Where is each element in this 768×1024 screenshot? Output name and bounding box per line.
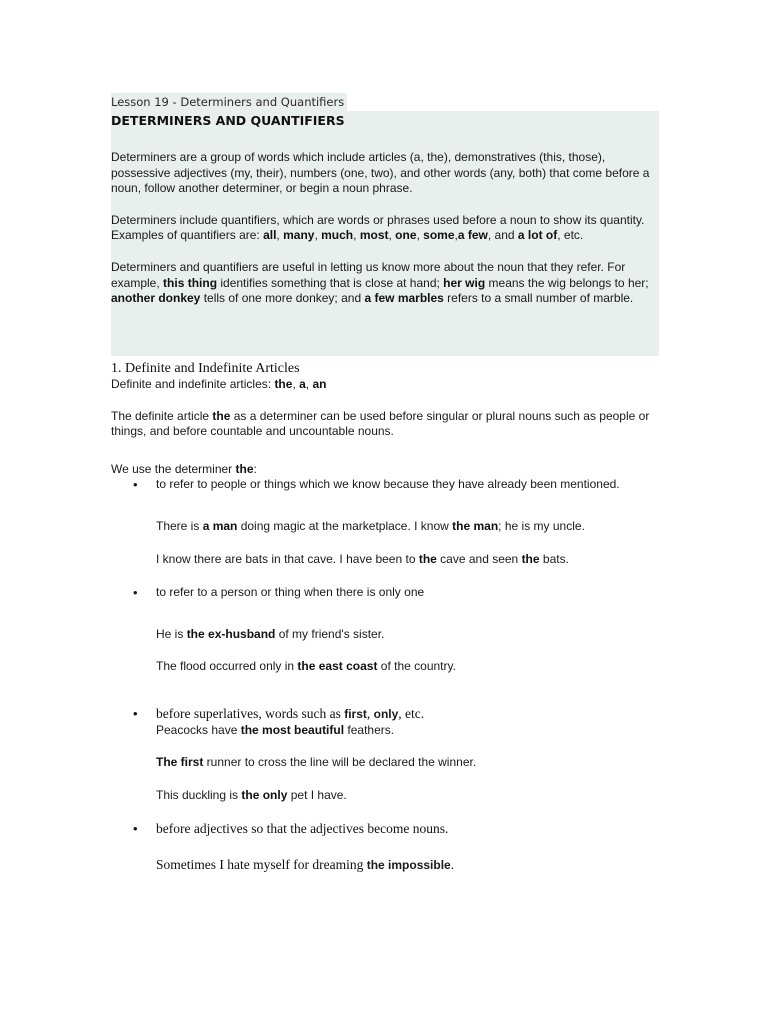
use-the-intro: We use the determiner the:: [111, 461, 257, 476]
definite-article-paragraph: The definite article the as a determiner can be used before singular or plural nouns such as people or things, and before countable and uncountable nouns.: [111, 408, 650, 439]
bullet-icon: •: [133, 585, 138, 601]
intro-paragraph-3: Determiners and quantifiers are useful in letting us know more about the noun that they refer. For example, this thing identifies something that is close at hand; her wig means the wig belongs to her; another donkey tells of one more donkey; and a few marbles refers to a small number of marble.: [111, 259, 649, 306]
list-item: • to refer to a person or thing when there is only one: [133, 585, 425, 601]
document-page: [111, 93, 659, 874]
example-sentence: Sometimes I hate myself for dreaming the impossible.: [156, 857, 455, 873]
section-title: 1. Definite and Indefinite Articles: [111, 361, 300, 376]
example-sentence: I know there are bats in that cave. I have been to the cave and seen the bats.: [156, 551, 569, 566]
list-item: • before superlatives, words such as first, only, etc.: [133, 705, 425, 721]
example-sentence: He is the ex-husband of my friend's sister.: [156, 626, 385, 641]
list-item: • to refer to people or things which we know because they have already been mentioned.: [133, 477, 620, 493]
example-sentence: The flood occurred only in the east coast of the country.: [156, 659, 456, 674]
intro-paragraph-2: Determiners include quantifiers, which are words or phrases used before a noun to show its quantity. Examples of quantifiers are: all, many, much, most, one, some,a few, and a lot of, etc.: [111, 212, 645, 243]
list-item: • before adjectives so that the adjectives become nouns.: [133, 821, 449, 837]
bullet-icon: •: [133, 821, 138, 837]
example-sentence: The first runner to cross the line will be declared the winner.: [156, 755, 477, 770]
bullet-icon: •: [133, 477, 138, 493]
intro-box: [111, 111, 659, 356]
example-sentence: This duckling is the only pet I have.: [156, 787, 347, 802]
example-sentence: There is a man doing magic at the marketplace. I know the man; he is my uncle.: [156, 518, 585, 533]
intro-paragraph-1: Determiners are a group of words which include articles (a, the), demonstratives (this, those), possessive adjectives (my, their), numbers (one, two), and other words (any, both) that come before a noun, follow another determiner, or begin a noun phrase.: [111, 150, 650, 196]
bullet-icon: •: [133, 705, 138, 721]
lesson-header: Lesson 19 - Determiners and Quantifiers: [111, 93, 347, 111]
section-subtitle: Definite and indefinite articles: the, a, an: [111, 377, 327, 391]
intro-title: DETERMINERS AND QUANTIFIERS: [111, 113, 345, 128]
example-sentence: Peacocks have the most beautiful feathers.: [156, 722, 395, 737]
